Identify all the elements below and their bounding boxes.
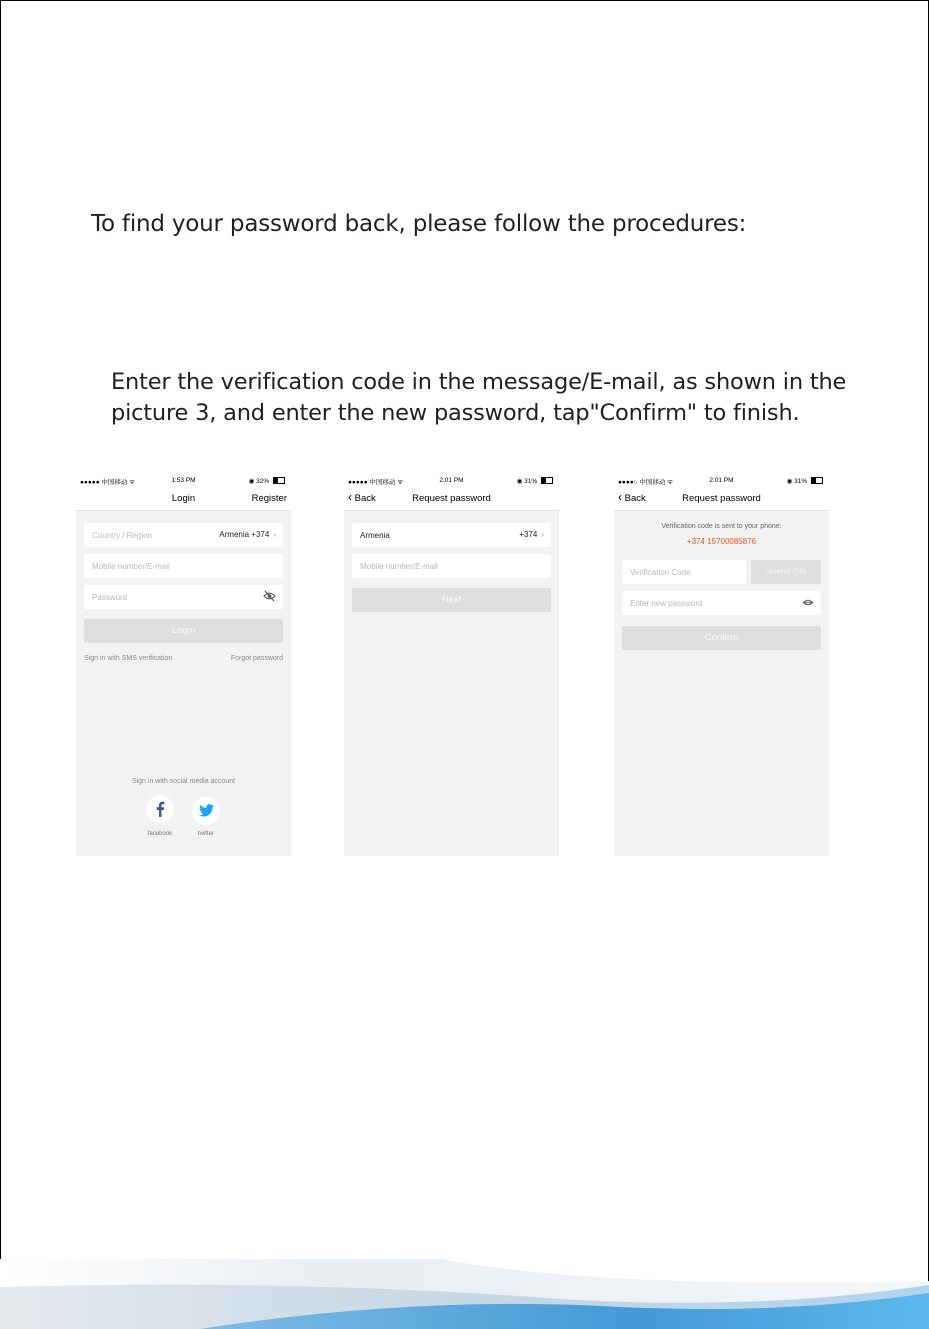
twitter-button[interactable] [192,797,220,825]
battery-icon [811,477,823,484]
nav-title: Request password [412,493,491,504]
social-signin-label: Sign in with social media account [131,778,236,785]
step-line-2: picture 3, and enter the new password, tap"Confirm" to finish. [111,400,800,426]
password-placeholder: Password [92,593,128,602]
battery-indicator [787,477,823,485]
nav-bar [76,489,291,511]
back-label: Back [624,493,646,504]
chevron-left-icon: ‹ [618,490,622,504]
status-time: 2:01 PM [439,477,464,484]
country-code: +374 [519,530,538,539]
battery-percent: 31% [794,478,808,485]
battery-icon [541,477,553,484]
code-sent-text: Verification code is sent to your phone: [661,523,782,530]
twitter-label: twitter [197,831,214,837]
battery-percent: 31% [524,478,538,485]
facebook-button[interactable] [146,795,174,823]
screenshot-login [76,472,291,856]
mobile-email-field[interactable] [84,554,283,578]
password-field[interactable] [84,585,283,609]
footer-decoration [0,1259,929,1329]
country-code-wrap [519,530,544,539]
screenshot-verification [614,472,829,856]
status-bar [344,472,559,489]
code-placeholder: Verification Code [630,568,691,577]
country-value: Armenia +374 [219,530,270,539]
status-bar [76,472,291,489]
carrier-signal: ●●●●● 中国移动 ᯤ [348,479,404,486]
resend-button[interactable]: resend (59) [751,560,821,584]
step-instruction [111,367,871,429]
screenshot-request-password [344,472,559,856]
register-link[interactable]: Register [251,493,287,504]
intro-text: To find your password back, please follow the procedures: [91,211,747,237]
eye-icon[interactable] [802,598,814,609]
confirm-button[interactable]: Confirm [622,626,821,650]
nav-bar [344,489,559,511]
eye-hidden-icon[interactable] [263,590,276,604]
country-value: Armenia [360,531,390,540]
status-time: 1:53 PM [171,477,196,484]
mobile-placeholder: Mobile number/E-mail [360,562,438,571]
chevron-left-icon: ‹ [348,490,352,504]
carrier-signal: ●●●●○ 中国移动 ᯤ [618,479,674,486]
country-placeholder: Country / Region [92,531,153,540]
nav-title: Request password [682,493,761,504]
country-region-field[interactable] [84,523,283,547]
next-button[interactable]: Next [352,588,551,612]
nav-bar [614,489,829,511]
facebook-icon [154,801,166,817]
battery-indicator [517,477,553,485]
back-label: Back [354,493,376,504]
status-time: 2:01 PM [709,477,734,484]
new-password-placeholder: Enter new password [630,599,703,608]
chevron-right-icon: › [273,530,276,539]
mobile-email-field[interactable] [352,554,551,578]
mobile-placeholder: Mobile number/E-mail [92,562,170,571]
new-password-field[interactable] [622,591,821,615]
battery-percent: 32% [256,478,270,485]
country-region-field[interactable] [352,523,551,547]
forgot-password-link[interactable]: Forgot password [230,655,283,662]
facebook-label: facebook [147,831,173,837]
battery-icon [273,477,285,484]
lock-rotation-icon: ◉ [248,478,255,485]
battery-indicator [249,477,285,485]
login-button[interactable]: Login [84,619,283,643]
carrier-signal: ●●●●● 中国移动 ᯤ [80,479,136,486]
nav-title: Login [171,493,196,504]
lock-rotation-icon: ◉ [786,478,793,485]
twitter-icon [199,804,214,817]
verification-code-field[interactable] [622,560,746,584]
chevron-right-icon: › [541,530,544,539]
status-bar [614,472,829,489]
sms-signin-link[interactable]: Sign in with SMS verification [84,655,173,662]
step-line-1: Enter the verification code in the message/E-mail, as shown in the [111,369,847,395]
lock-rotation-icon: ◉ [516,478,523,485]
phone-number: +374 15700085876 [686,537,757,546]
country-value-wrap [219,530,276,539]
